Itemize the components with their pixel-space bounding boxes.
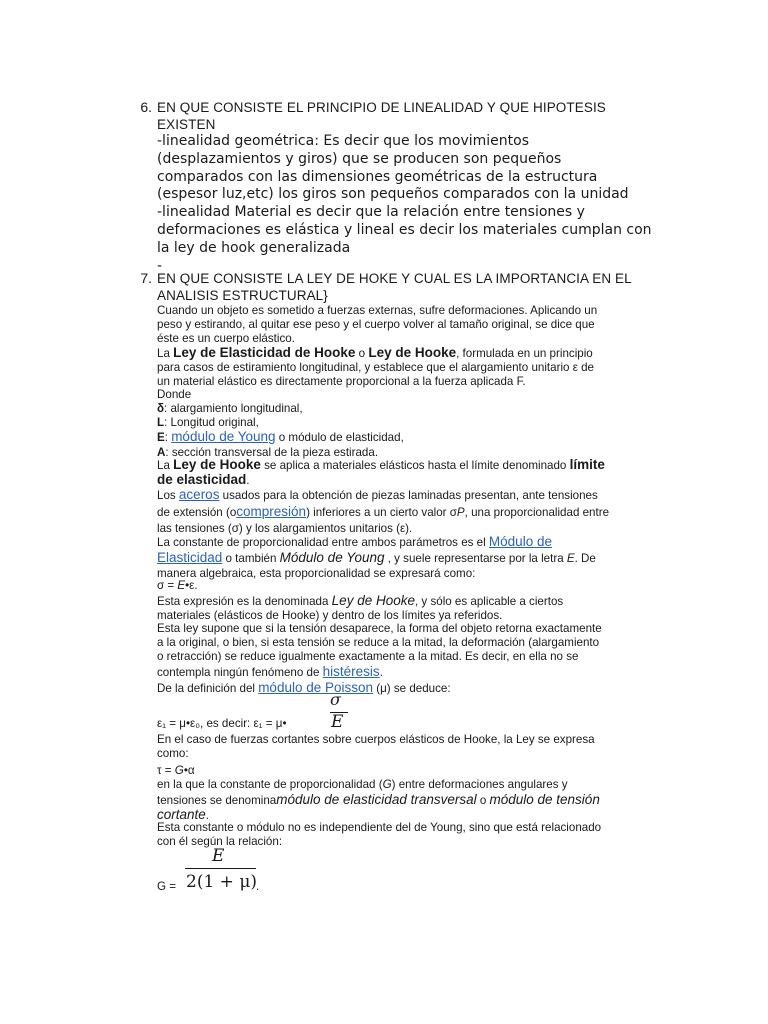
- link-modulo-de-young[interactable]: módulo de Young: [171, 429, 276, 445]
- text-line: con él según la relación:: [157, 835, 283, 849]
- answer-line: -linealidad geométrica: Es decir que los movimientos: [157, 133, 530, 149]
- question-6-title: [157, 99, 677, 133]
- question-6-answer: [157, 133, 677, 275]
- text-span: . De: [574, 551, 596, 565]
- symbol: E: [157, 431, 165, 445]
- text-line: [157, 551, 667, 567]
- question-6-title-line: EN QUE CONSISTE EL PRINCIPIO DE LINEALIDAD Y QUE HIPOTESIS: [157, 100, 606, 115]
- text-line: [157, 793, 667, 809]
- steel-paragraph: [157, 487, 667, 537]
- text-line: [157, 665, 667, 680]
- fraction-bar: [185, 868, 256, 869]
- bold-term: Ley de Hooke: [173, 457, 261, 472]
- donde-label: Donde: [157, 388, 192, 401]
- item-number-6: 6.: [140, 99, 152, 115]
- text-span: .: [379, 665, 383, 679]
- text-span: usados para la obtención de piezas laminadas presentan, ante tensiones: [219, 489, 598, 502]
- text-span: o: [355, 347, 369, 360]
- text-line: Esta constante o módulo no es independiente del de Young, sino que está relacionado: [157, 821, 602, 834]
- poisson-paragraph: [157, 681, 667, 696]
- text-line: [157, 504, 667, 521]
- definition-L: [157, 416, 667, 430]
- answer-line: -: [157, 257, 163, 274]
- text-span: en la que la constante de proporcionalidad (: [157, 778, 383, 791]
- text-line: éste es un cuerpo elástico.: [157, 332, 295, 346]
- italic-term: E: [566, 551, 575, 565]
- bold-term: Ley de Hooke: [368, 345, 457, 360]
- italic-term: G: [382, 778, 392, 791]
- link-modulo-de-elasticidad[interactable]: Módulo de: [488, 534, 552, 549]
- definition-E: [157, 430, 667, 445]
- formula-line: [157, 579, 667, 593]
- text-line: para casos de estiramiento longitudinal, y establece que el alargamiento unitario ε de: [157, 361, 594, 375]
- text-span: , y suele representarse por la letra: [384, 551, 567, 565]
- fraction-denominator: 2(1 + μ): [186, 872, 257, 892]
- symbol: A: [157, 445, 166, 459]
- formula-g-lhs: G =: [157, 880, 177, 893]
- question-7-title-line: EN QUE CONSISTE LA LEY DE HOKE Y CUAL ES LA IMPORTANCIA EN EL: [157, 271, 632, 286]
- definition-delta: [157, 402, 667, 416]
- text-span: .: [246, 474, 250, 488]
- text-line: un material elástico es directamente proporcional a la fuerza aplicada F.: [157, 375, 526, 389]
- text-span: tensiones se denomina: [157, 793, 277, 807]
- text-span: se aplica a materiales elásticos hasta el límite denominado: [260, 459, 570, 472]
- text-line: [157, 346, 667, 361]
- limit-paragraph: [157, 458, 667, 488]
- text-span: , formulada en un principio: [456, 347, 593, 360]
- text-line: o retracción) se reduce igualmente exactamente a la mitad. Es decir, en ella no se: [157, 650, 579, 664]
- text-line: [157, 778, 667, 793]
- item-number-7: 7.: [140, 270, 152, 286]
- italic-term: módulo de tensión: [489, 791, 600, 807]
- answer-line: deformaciones es elástica y lineal es decir los materiales cumplan con: [157, 221, 652, 238]
- assumption-paragraph: [157, 622, 667, 680]
- text-span: .: [205, 809, 210, 823]
- question-7-title: [157, 270, 677, 304]
- intro-paragraph: [157, 304, 667, 347]
- formula-period: .: [256, 880, 260, 893]
- text-line: [157, 487, 667, 504]
- text-span: contempla ningún fenómeno de: [157, 665, 323, 679]
- text-line: Esta ley supone que si la tensión desaparece, la forma del objeto retorna exactamente: [157, 622, 602, 635]
- symbol: δ: [157, 402, 165, 415]
- formula-shear: [157, 764, 667, 778]
- text-line: [157, 535, 667, 551]
- formula-line: [157, 764, 667, 778]
- text-span: o también: [222, 551, 280, 565]
- text-span: ) entre deformaciones angulares y: [391, 778, 568, 791]
- bold-term: de elasticidad: [157, 472, 247, 488]
- link-modulo-de-elasticidad[interactable]: Elasticidad: [157, 549, 223, 565]
- text-span: o: [476, 793, 490, 807]
- fraction-numerator: E: [212, 846, 225, 866]
- text-line: [157, 458, 667, 473]
- link-aceros[interactable]: aceros: [178, 487, 220, 502]
- text-line: En el caso de fuerzas cortantes sobre cuerpos elásticos de Hooke, la Ley se expresa: [157, 733, 595, 746]
- italic-term: Módulo de Young: [279, 549, 385, 565]
- subscript: P: [456, 506, 465, 519]
- italic-term: módulo de elasticidad transversal: [276, 791, 477, 807]
- italic-term: E: [177, 579, 186, 592]
- text-span: :: [164, 431, 172, 445]
- text-span: σ =: [157, 579, 178, 592]
- answer-line: comparados con las dimensiones geométricas de la estructura: [157, 168, 598, 185]
- link-compresion[interactable]: compresión: [236, 504, 307, 519]
- text-span: •ε.: [185, 579, 198, 592]
- text-span: La: [157, 347, 174, 360]
- text-span: (μ) se deduce:: [373, 682, 451, 695]
- symbol: L: [157, 416, 165, 430]
- link-histeresis[interactable]: histéresis: [322, 663, 380, 679]
- bold-term: Ley de Elasticidad de Hooke: [173, 345, 356, 360]
- italic-term: cortante: [157, 807, 206, 823]
- fraction-numerator: σ: [330, 690, 341, 709]
- expression-paragraph: [157, 594, 667, 623]
- question-7-title-line: ANALISIS ESTRUCTURAL}: [157, 288, 328, 303]
- italic-term: Ley de Hooke: [331, 593, 415, 608]
- fraction-denominator: E: [331, 712, 344, 732]
- text-line: Cuando un objeto es sometido a fuerzas externas, sufre deformaciones. Aplicando un: [157, 304, 598, 317]
- text-span: o módulo de elasticidad,: [275, 431, 404, 445]
- text-span: Esta expresión es la denominada: [157, 595, 332, 608]
- answer-line: (desplazamientos y giros) que se producen son pequeños: [157, 150, 562, 167]
- text-line: peso y estirando, al quitar ese peso y el cuerpo volver al tamaño original, se dice que: [157, 318, 595, 332]
- text-line: materiales (elásticos de Hooke) y dentro de los límites ya referidos.: [157, 609, 503, 623]
- text-span: La constante de proporcionalidad entre ambos parámetros es el: [157, 536, 489, 549]
- text-span: La: [157, 459, 174, 472]
- text-line: manera algebraica, esta proporcionalidad se expresará como:: [157, 566, 476, 580]
- text-span: de extensión (o: [157, 506, 237, 519]
- answer-line: -linealidad Material es decir que la relación entre tensiones y: [157, 204, 585, 221]
- text-span: , y sólo es aplicable a ciertos: [414, 595, 564, 608]
- link-modulo-de-poisson[interactable]: módulo de Poisson: [258, 680, 374, 695]
- text-line: [157, 594, 667, 609]
- question-6-title-line: EXISTEN: [157, 117, 216, 132]
- bold-term: límite: [569, 457, 605, 472]
- italic-term: G: [174, 764, 184, 777]
- text-span: ) inferiores a un cierto valor σ: [306, 506, 457, 519]
- answer-line: la ley de hook generalizada: [157, 239, 351, 256]
- text-span: : Longitud original,: [164, 416, 259, 430]
- text-span: •α: [183, 764, 195, 777]
- shear-modulus-paragraph: [157, 778, 667, 824]
- hooke-paragraph: [157, 346, 667, 390]
- text-span: De la definición del: [157, 682, 259, 695]
- young-relation-paragraph: [157, 821, 667, 849]
- answer-line: (espesor luz,etc) los giros son pequeños comparados con la unidad: [157, 186, 629, 203]
- text-line: como:: [157, 747, 189, 761]
- text-span: Los: [157, 489, 179, 502]
- text-span: , una proporcionalidad entre: [464, 506, 610, 519]
- text-line: [157, 681, 667, 696]
- formula-poisson: ε₁ = μ•ε₀, es decir: ε₁ = μ•: [157, 717, 287, 730]
- shear-paragraph: [157, 733, 667, 761]
- text-span: : alargamiento longitudinal,: [164, 402, 303, 415]
- definitions-list: [157, 402, 667, 460]
- constant-paragraph: [157, 535, 667, 581]
- text-line: las tensiones (σ) y los alargamientos unitarios (ε).: [157, 522, 413, 535]
- text-span: : sección transversal de la pieza estirada.: [165, 445, 379, 459]
- formula-hooke: [157, 579, 667, 593]
- text-span: τ =: [157, 764, 175, 777]
- text-line: a la original, o bien, si esta tensión se reduce a la mitad, la deformación (alargamiento: [157, 636, 600, 650]
